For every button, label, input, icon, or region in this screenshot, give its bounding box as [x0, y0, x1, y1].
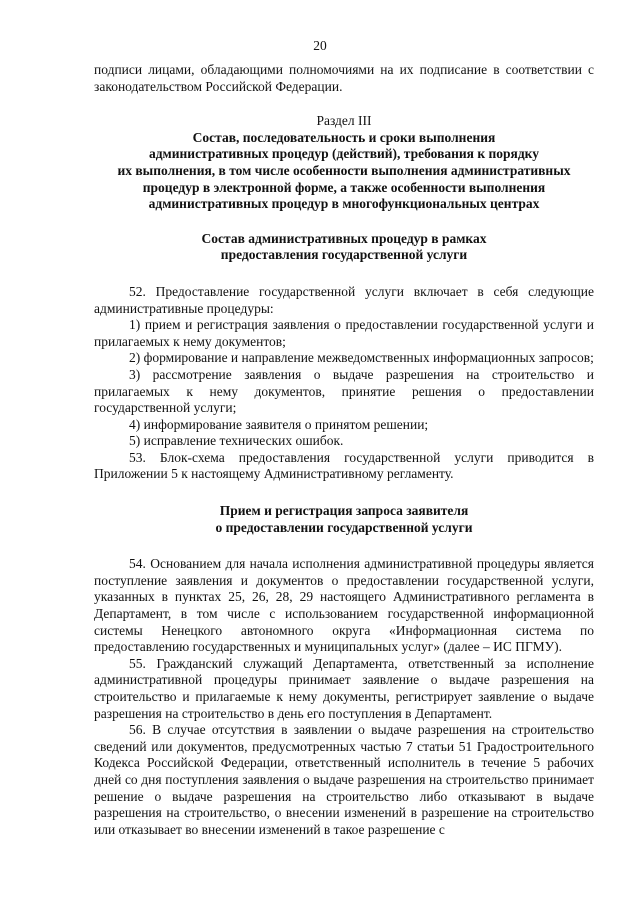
- paragraph-52: 52. Предоставление государственной услуги включает в себя следующие административные процедуры:: [94, 283, 594, 316]
- page-number: 20: [313, 38, 327, 53]
- paragraph-56: 56. В случае отсутствия в заявлении о выдаче разрешения на строительство сведений или документов, предусмотренных частью 7 статьи 51 Градостроительного Кодекса Российской Федерации, ответственный исполнитель в течение 5 рабочих дней со дня поступления заявления о выдаче разрешения на строительство принимает решение о выдаче разрешения на строительство либо отказывают в выдаче разрешения на строительство, о внесении изменений в разрешение на строительство или отказывает во внесении изменений в такое разрешение с: [94, 722, 594, 837]
- subsection-title-line: Прием и регистрация запроса заявителя: [219, 503, 469, 519]
- section-title: [94, 130, 594, 213]
- list-item-5: 5) исправление технических ошибок.: [129, 433, 344, 449]
- paragraph-53: 53. Блок-схема предоставления государственной услуги приводится в Приложении 5 к настоящему Административному регламенту.: [94, 449, 594, 482]
- subsection-2-body: [94, 556, 594, 838]
- subsection-title-line: предоставления государственной услуги: [220, 247, 468, 263]
- paragraph-54: 54. Основанием для начала исполнения административной процедуры является поступление заявления и документов о предоставлении государственной услуги, указанных в пунктах 25, 26, 28, 29 настоящего Административного регламента в Департамент, в том числе с использованием государственной информационной системы Ненецкого автономного округа «Информационная система по предоставлению государственных и муниципальных услуг» (далее – ИС ПГМУ).: [94, 556, 594, 655]
- list-item-4: 4) информирование заявителя о принятом решении;: [129, 416, 429, 432]
- subsection-title-line: Состав административных процедур в рамках: [201, 230, 487, 246]
- subsection-1-title: [94, 231, 594, 264]
- section-title-line: их выполнения, в том числе особенности выполнения административных: [117, 162, 571, 178]
- document-body: [94, 62, 594, 838]
- subsection-title-line: о предоставлении государственной услуги: [215, 519, 473, 535]
- section-title-line: административных процедур (действий), требования к порядку: [148, 146, 540, 162]
- list-item-2: 2) формирование и направление межведомственных информационных запросов;: [129, 350, 594, 366]
- paragraph-55: 55. Гражданский служащий Департамента, ответственный за исполнение административной процедуры принимает заявление о выдаче разрешения на строительство и прилагаемые к нему документы, регистрирует заявление о выдаче разрешения на строительство в день его поступления в Департамент.: [94, 655, 594, 721]
- section-title-line: Состав, последовательность и сроки выполнения: [192, 129, 496, 145]
- section-title-line: процедур в электронной форме, а также особенности выполнения: [142, 179, 546, 195]
- subsection-2-title: [94, 503, 594, 536]
- list-item-1: 1) прием и регистрация заявления о предоставлении государственной услуги и прилагаемых к нему документов;: [94, 317, 594, 349]
- continuation-paragraph: подписи лицами, обладающими полномочиями на их подписание в соответствии с законодательством Российской Федерации.: [94, 62, 594, 94]
- section-title-line: административных процедур в многофункциональных центрах: [148, 196, 540, 212]
- list-item-3: 3) рассмотрение заявления о выдаче разрешения на строительство и прилагаемых к нему документов, принятие решения о предоставлении государственной услуги;: [94, 366, 594, 416]
- section-label: Раздел III: [316, 113, 372, 129]
- subsection-1-body: [94, 284, 594, 483]
